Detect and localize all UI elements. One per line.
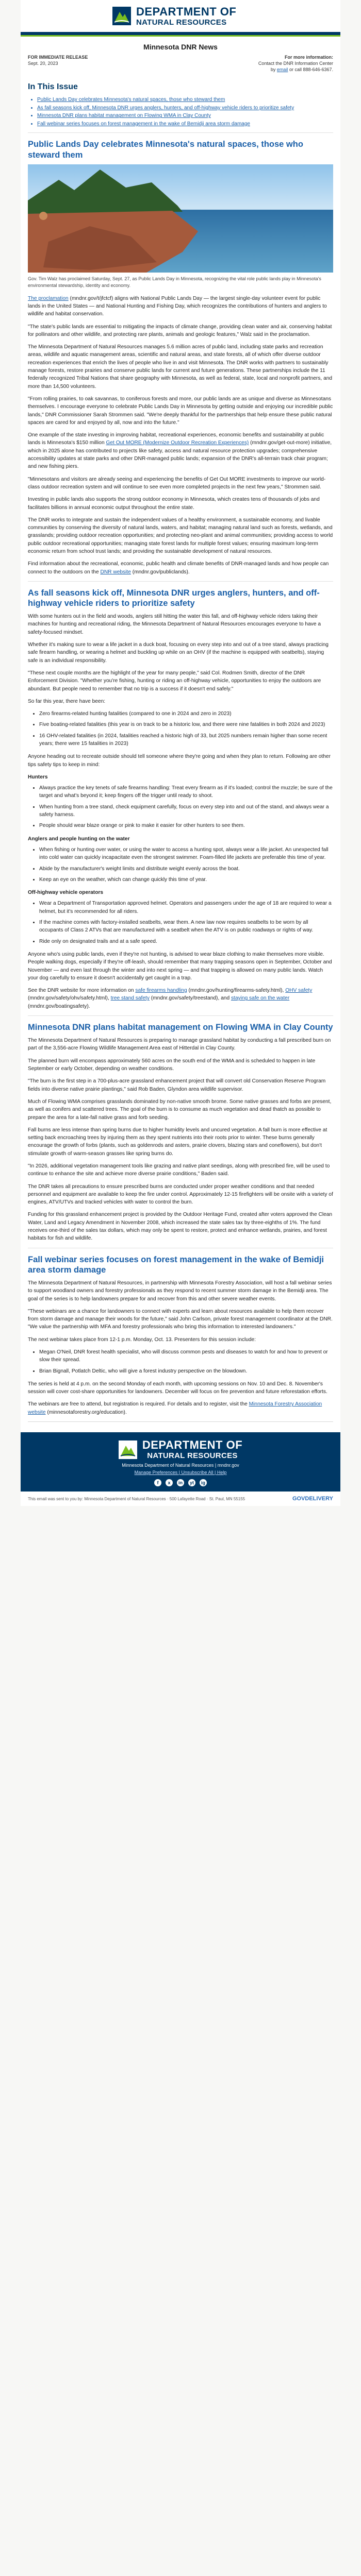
subheading-ohv: Off-highway vehicle operators [28,890,104,896]
masthead [21,0,340,32]
paragraph-text: See the DNR website for more information on [28,988,136,994]
email-prefix: by [270,67,277,73]
ohv-list [28,900,333,945]
divider [28,581,333,582]
release-meta [21,54,340,73]
x-icon[interactable]: x [166,1479,173,1486]
paragraph: The DNR works to integrate and sustain the independent values of a healthy environment, a sustainable economy, and livable communities by conserving the diversity of natural lands, waters, and habitat; managing natural land such as forests, wetlands, and grasslands; providing outdoor recreation opportunities; and protecting neo-plant and animal communities; providing access to world public outdoor recreational opportunities; managing state forest lands for multiple forest values; ensuring maximum long-term economic return from school trust lands; and providing the sustainable development of natural resources. [28,517,333,554]
subheading-hunters: Hunters [28,774,48,780]
youtube-icon[interactable]: yt [188,1479,195,1486]
toc-item[interactable]: • As fall seasons kick off, Minnesota DNR urges anglers, hunters, and off-highway vehicle riders to prioritize safety [37,105,333,112]
tree-stand-safety-link[interactable]: tree stand safety [110,995,150,1002]
newsletter-title: Minnesota DNR News [143,43,218,51]
subheading-anglers: Anglers and people hunting on the water [28,836,130,842]
paragraph-text: aligns with National Public Lands Day — the largest single-day volunteer event for public lands in the United States — and National Hunting and Fishing Day, which recognizes the contributions of hunters and anglers to wildlife and habitat conservation. [28,295,327,317]
paragraph-text: One example of the state investing in improving habitat, recreational experiences, economic benefits and sustainability at public lands is Minnesota's $150 million [28,432,324,446]
toc-item[interactable]: • Fall webinar series focuses on forest management in the wake of Bemidji area storm damage [37,121,333,128]
article-title: Minnesota DNR plans habitat management on Flowing WMA in Clay County [28,1023,333,1032]
paragraph-text: (mndnr.gov/publiclands). [130,569,190,575]
list-item: • People should wear blaze orange or pink to make it easier for other hunters to see them. [39,822,333,829]
list-item: • 16 OHV-related fatalities (in 2024, fatalities reached a historic high of 33, but 2025 numbers remain higher than some recent years; there were 15 fatalities in 2023) [39,732,333,748]
footer-logo [21,1439,340,1460]
divider [28,1015,333,1016]
paragraph: "The state's public lands are essential to mitigating the impacts of climate change, providing clean water and air, conserving habitat for pollinators and other wildlife, and protecting rare plants, animals and geologic features," Walz said in the proclamation. [28,324,332,337]
list-item: • Five boating-related fatalities (this year is on track to be a historic low, and there were nine fatalities in both 2024 and 2023) [39,721,333,728]
list-item: • When hunting from a tree stand, check equipment carefully, focus on every step into and out of the stand, and always wear a safety harness. [39,803,333,819]
brand-line2: NATURAL RESOURCES [147,1451,238,1461]
toc-heading: In This Issue [28,82,78,92]
paragraph [28,560,333,576]
paragraph-text: (mndnr.gov/boatingsafety). [28,1003,90,1009]
paragraph: The planned burn will encompass approximately 560 acres on the south end of the WMA and is scheduled to happen in late September or early October, depending on weather conditions. [28,1058,316,1072]
email-link[interactable]: email [276,67,288,73]
paragraph: Investing in public lands also supports the strong outdoor economy in Minnesota, which creates tens of thousands of jobs and facilitates billions in annual economic output throughout the entire state. [28,497,320,511]
content [21,81,340,1422]
list-item: • Wear a Department of Transportation approved helmet. Operators and passengers under the age of 18 are required to wear a helmet, but it's recommended for all riders. [39,900,333,916]
facebook-icon[interactable]: f [154,1479,161,1486]
paragraph: "These next couple months are the highlight of the year for many people," said Col. Rodmen Smith, director of the DNR Enforcement Division. "Whether you're fishing, hunting or riding an off-highway vehicle, opportunities to enjoy the outdoors are abundant. But people need to remember that no trip is a success if it doesn't end safely." [28,670,321,692]
brand-line1: DEPARTMENT OF [136,5,237,18]
paragraph-text: Find information about the recreational, economic, public health and climate benefits of DNR-managed lands and how people can connect to the outdoors on the [28,561,329,575]
article-title: Fall webinar series focuses on forest management in the wake of Bemidji area storm damage [28,1255,324,1275]
paragraph: "These webinars are a chance for landowners to connect with experts and learn about resources available to help them recover from storm damage and manage their woods for the future," said John Carlson, private forest management coordinator at the DNR. "We value the partnership with MFA and forestry professionals who bring this information to interested landowners." [28,1308,333,1330]
footer-wordmark [142,1439,242,1460]
sender-notice: This email was sent to you by: Minnesota Department of Natural Resources · 500 Lafayette Road · St. Paul, MN 55155 [28,1496,245,1501]
photo-caption: Gov. Tim Walz has proclaimed Saturday, Sept. 27, as Public Lands Day in Minnesota, recognizing the vital role public lands play in Minnesota's environmental stewardship, identity and economy. [28,276,321,289]
instagram-icon[interactable]: ig [200,1479,207,1486]
paragraph [28,431,333,470]
list-item: • Ride only on designated trails and at a safe speed. [39,938,333,945]
list-item: • Abide by the manufacturer's weight limits and distribute weight evenly across the boat. [39,865,333,873]
presenters-list [28,1348,333,1375]
list-item: • When fishing or hunting over water, or using the water to access a hunting spot, always wear a life jacket. An unexpected fall into cold water can quickly incapacitate even the strongest swimmer. Foam-filled life jackets are preferable this time of year. [39,846,333,862]
paragraph: The Minnesota Department of Natural Resources is preparing to manage grassland habitat by conducting a fall prescribed burn on part of the 3,556-acre Flowing Wildlife Management Area east of Hitterdal in Clay County. [28,1038,331,1052]
paragraph: "From rolling prairies, to oak savannas, to coniferous forests and more, our public lands are as unique and diverse as Minnesotans themselves. I encourage everyone to celebrate Public Lands Day in Minnesota by getting outside and enjoying our incredible public lands," DNR Commissioner Sarah Strommen said. "We're deeply thankful for the partnerships that help ensure these public natural spaces are cared for and enjoyed by all, now and into the future." [28,396,333,426]
paragraph: The Minnesota Department of Natural Resources, in partnership with Minnesota Forestry Association, will host a fall webinar series to support woodland owners and forestry professionals as they respond to recent summer storm damage in the Bemidji area. The goal of the series is to help landowners prepare for and recover from this and other severe weather events. [28,1280,332,1302]
ohv-safety-link[interactable]: OHV safety [285,988,313,994]
paragraph: "Minnesotans and visitors are already seeing and experiencing the benefits of Get Out MORE investments to improve our world-class outdoor recreation system and will continue to see even more completed projects in the next few years," Strommen said. [28,476,326,490]
paragraph: Anyone who's using public lands, even if they're not hunting, is advised to wear blaze clothing to make themselves more visible. People walking dogs, especially if they're off-leash, should remember that many trapping seasons open in September, October and November — and even last through the winter and into next spring — and that trapping is allowed on many public lands. Watch your dog carefully to ensure it doesn't accidentally get caught in a trap. [28,951,332,981]
paragraph [28,987,333,1010]
list-item: • Megan O'Neil, DNR forest health specialist, who will discuss common pests and diseases to watch for and how to prevent or slow their spread. [39,1348,333,1364]
brand-line1: DEPARTMENT OF [142,1438,243,1452]
email-container [21,0,340,1506]
paragraph-text: (mndnr.gov/get-out-more) initiative, which in 2025 alone has contributed to projects like safety, access and natural resource protection upgrades; comprehensive accessibility updates at state parks and other DNR-managed public lands; expansion of the DNR's all-terrain track chair program; and new fishing piers. [28,440,332,470]
footer-links [21,1470,340,1475]
water-safety-link[interactable]: staying safe on the water [231,995,290,1002]
paragraph-text: (mndnr.gov/safety/treestand), and [149,995,231,1002]
paragraph: "In 2026, additional vegetation management tools like grazing and native plant seedings, along with prescribed fire, will be used to continue to enhance the site and achieve more diverse prairie conditions," Baden said. [28,1163,330,1177]
contact-text: Contact the DNR Information Center [258,61,333,66]
dnr-website-link[interactable]: DNR website [100,569,131,575]
stats-list [28,710,333,748]
paragraph [28,295,333,318]
lake-shore-photo [28,164,333,273]
phone-text: or call 888-646-6367. [288,67,333,73]
toc-item[interactable]: • Minnesota DNR plans habitat management on Flowing WMA in Clay County [37,112,333,120]
list-item: • Zero firearms-related hunting fatalities (compared to one in 2024 and zero in 2023) [39,710,333,718]
dnr-logo-icon [112,7,131,25]
toc-list [28,96,333,127]
paragraph-text: The webinars are free to attend, but registration is required. For details and to register, visit the [28,1401,249,1408]
anglers-list [28,846,333,884]
footer [21,1432,340,1492]
contact-line [258,66,333,73]
paragraph: Much of Flowing WMA comprises grasslands dominated by non-native smooth brome. Some native grasses and forbs are present, as well as conifers and scattered trees. The goal of the burn is to consume as much vegetation and dead thatch as possible to prepare the area for a late-fall native grass and forb seeding. [28,1098,332,1121]
footer-tagline: Minnesota Department of Natural Resources | mndnr.gov [122,1463,239,1468]
paragraph: With some hunters out in the field and woods, anglers still hitting the water this fall, and off-highway vehicle riders taking their machines for hunting and recreational riding, the Minnesota Department of Natural Resources encourages everyone to have a safety-focused mindset. [28,614,321,635]
paragraph-text: (mndnr.gov/hunting/firearms-safety.html), [187,988,286,994]
linkedin-icon[interactable]: in [177,1479,184,1486]
paragraph: The DNR takes all precautions to ensure prescribed burns are conducted under proper weather conditions and that needed personnel and equipment are available to keep the fire under control. Approximately 12-15 firefighters will be onsite with a variety of engines, ATV/UTVs and tracked vehicles with water to control the burn. [28,1183,333,1206]
release-label: FOR IMMEDIATE RELEASE [28,55,88,60]
proclamation-url: (mndnr.gov/t/jfctcf) [68,295,115,301]
hunters-list [28,784,333,829]
list-item: • Keep an eye on the weather, which can change quickly this time of year. [39,876,333,884]
paragraph: Funding for this grassland enhancement project is provided by the Outdoor Heritage Fund, created after voters approved the Clean Water, Land and Legacy Amendment in November 2008, which increased the state sales tax by three-eighths of 1%. The fund receives one-third of the sales tax dollars, which may only be spent to restore, protect and enhance wetlands, prairies, and forest habitats for fish and wildlife. [28,1212,333,1242]
paragraph: Fall burns are less intense than spring burns due to higher humidity levels and uncured vegetation. A fall burn is more effective at setting back encroaching trees by injuring them as they spent nutrients into their roots prior to winter. These burns generally encourage the growth of forbs (plants, such as goldenrods and asters, prairie clovers, blazing stars and coneflowers), but don't stimulate growth of warm-season grasses like spring burns do. [28,1127,327,1157]
dnr-wordmark [136,6,236,26]
article-title: As fall seasons kick off, Minnesota DNR urges anglers, hunters, and off-highway vehicle riders to prioritize safety [28,588,320,608]
toc-item[interactable]: • Public Lands Day celebrates Minnesota's natural spaces, those who steward them [37,96,333,104]
paragraph-text: (mndnr.gov/safety/ohv/safety.html), [28,995,111,1002]
divider [28,132,333,133]
paragraph [28,1400,333,1416]
brand-line2: NATURAL RESOURCES [136,18,227,27]
preferences-link[interactable]: Manage Preferences | Unsubscribe All | Help [134,1470,227,1476]
paragraph: Anyone heading out to recreate outside should tell someone where they're going and when they plan to return. Following are other tips safety tips to keep in mind: [28,754,331,768]
mfa-website-link[interactable]: Minnesota Forestry Association website [28,1401,322,1415]
paragraph-text: (minnesotaforestry.org/education). [45,1409,127,1415]
firearms-safety-link[interactable]: safe firearms handling [135,988,187,994]
release-date: Sept. 20, 2023 [28,61,58,66]
paragraph: The Minnesota Department of Natural Resources manages 5.6 million acres of public land, including state parks and recreation areas, wildlife and aquatic management areas, scientific and natural areas, and state forests, all of which offer diverse outdoor recreation experiences that enrich the lives of people who live in and visit Minnesota. The DNR works with partners to sustainably manage forests, restore prairies and conserve public lands for current and future generations. These partnerships include the 11 federally recognized Tribal Nations that share geography with Minnesota, as well as federal, state, local and nonprofit partners, and more than 14,500 volunteers. [28,344,333,389]
article-title: Public Lands Day celebrates Minnesota's natural spaces, those who steward them [28,140,303,160]
dnr-logo-icon [119,1440,137,1459]
paragraph: The series is held at 4 p.m. on the second Monday of each month, with upcoming sessions on Nov. 10 and Dec. 8. November's session will cover cost-share opportunities for landowners. December will focus on fire prevention and future reforestation efforts. [28,1381,327,1395]
paragraph: Whether it's making sure to wear a life jacket in a duck boat, focusing on every step into and out of a tree stand, always practicing safe firearm handling, or wearing a helmet and buckling up while on an OHV (if the machine is equipped with seatbelts), staying safe is an individual responsibility. [28,642,329,664]
paragraph: So far this year, there have been: [28,698,106,704]
get-out-more-link[interactable]: Get Out MORE (Modernize Outdoor Recreation Experiences) [106,440,249,446]
divider [28,1421,333,1422]
list-item: • Brian Bignall, Potlatch Deltic, who will give a forest industry perspective on the blowdown. [39,1367,333,1375]
list-item: • Always practice the key tenets of safe firearms handling: Treat every firearm as if it's loaded; control the muzzle; be sure of the target and what's beyond it; keep fingers off the trigger until ready to shoot. [39,784,333,800]
paragraph: "The burn is the first step in a 700-plus-acre grassland enhancement project that will convert old Conservation Reserve Program fields into diverse native prairie plantings," said Rob Baden, Glyndon area wildlife supervisor. [28,1078,326,1092]
proclamation-link[interactable]: The proclamation [28,295,69,301]
govdelivery-bar [21,1492,340,1506]
more-info-label: For more information: [285,55,333,60]
paragraph: The next webinar takes place from 12-1 p.m. Monday, Oct. 13. Presenters for this session include: [28,1336,256,1343]
govdelivery-logo[interactable]: GOVDELIVERY [292,1496,333,1502]
social-icons [21,1479,340,1486]
list-item: • If the machine comes with factory-installed seatbelts, wear them. A new law now requires seatbelts to be worn by all occupants of Class 2 ATVs that are manufactured with a seatbelt when the ATV is on public roadways or rights of way. [39,919,333,935]
